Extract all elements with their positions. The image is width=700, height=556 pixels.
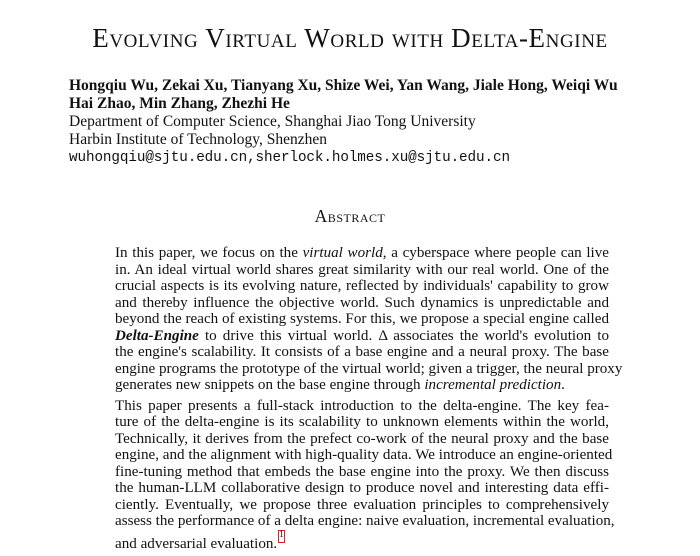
- abstract-line: engine programs the prototype of the virtual world; given a trigger, the neural proxy: [115, 360, 623, 377]
- abstract-paragraph-2: [115, 397, 615, 553]
- paper-title: Evolving Virtual World with Delta-Engine: [92, 23, 608, 53]
- abstract-heading: Abstract: [314, 206, 386, 226]
- abstract-line: fine-tuning method that embeds the base engine into the proxy. We then discuss: [115, 463, 609, 480]
- abstract-line: In this paper, we focus on the virtual world, a cyberspace where people can live: [115, 245, 609, 261]
- abstract-line: beyond the reach of existing systems. For this, we propose a special engine called: [115, 311, 609, 327]
- abstract-line: Delta-Engine to drive this virtual world. Δ associates the world's evolution to: [115, 327, 609, 344]
- affiliation-line-1: Department of Computer Science, Shanghai Jiao Tong University: [69, 113, 476, 130]
- abstract-line: assess the performance of a delta engine: naive evaluation, incremental evaluation,: [115, 513, 615, 529]
- abstract-line: ture of the delta-engine is its scalability to unknown elements within the world,: [115, 414, 609, 430]
- abstract-line: This paper presents a full-stack introduction to the delta-engine. The key fea-: [115, 397, 609, 414]
- abstract-line: the human-LLM collaborative design to produce novel and interesting data effi-: [115, 480, 609, 496]
- abstract-paragraph-1: [115, 245, 623, 394]
- abstract-line: generates new snippets on the base engine through incremental prediction.: [115, 377, 565, 393]
- abstract-line: in. An ideal virtual world shares great similarity with our real world. One of the: [115, 261, 609, 278]
- abstract-body: [115, 245, 623, 552]
- author-block: [69, 77, 629, 167]
- footnote-link[interactable]: 1: [278, 530, 285, 543]
- author-names-line-2: Hai Zhao, Min Zhang, Zhezhi He: [69, 95, 290, 112]
- author-names-line-1: Hongqiu Wu, Zekai Xu, Tianyang Xu, Shize Wei, Yan Wang, Jiale Hong, Weiqi Wu: [69, 77, 618, 94]
- affiliation-line-2: Harbin Institute of Technology, Shenzhen: [69, 131, 328, 148]
- abstract-line: crucial aspects is its evolving nature, reflected by individuals' capability to grow: [115, 278, 609, 294]
- abstract-line: the engine's scalability. It consists of a base engine and a neural proxy. The base: [115, 344, 609, 360]
- author-emails[interactable]: wuhongqiu@sjtu.edu.cn,sherlock.holmes.xu@sjtu.edu.cn: [69, 150, 510, 166]
- abstract-line: engine, and the alignment with high-quality data. We introduce an engine-oriented: [115, 447, 613, 463]
- abstract-line: and thereby influence the objective world. Such dynamics is unpredictable and: [115, 294, 609, 311]
- abstract-line: Technically, it derives from the prefect co-work of the neural proxy and the base: [115, 430, 609, 447]
- abstract-line: and adversarial evaluation. 1: [115, 528, 284, 552]
- abstract-line: ciently. Eventually, we propose three evaluation principles to comprehensively: [115, 496, 609, 513]
- delta-engine-term: Delta-Engine: [115, 327, 199, 344]
